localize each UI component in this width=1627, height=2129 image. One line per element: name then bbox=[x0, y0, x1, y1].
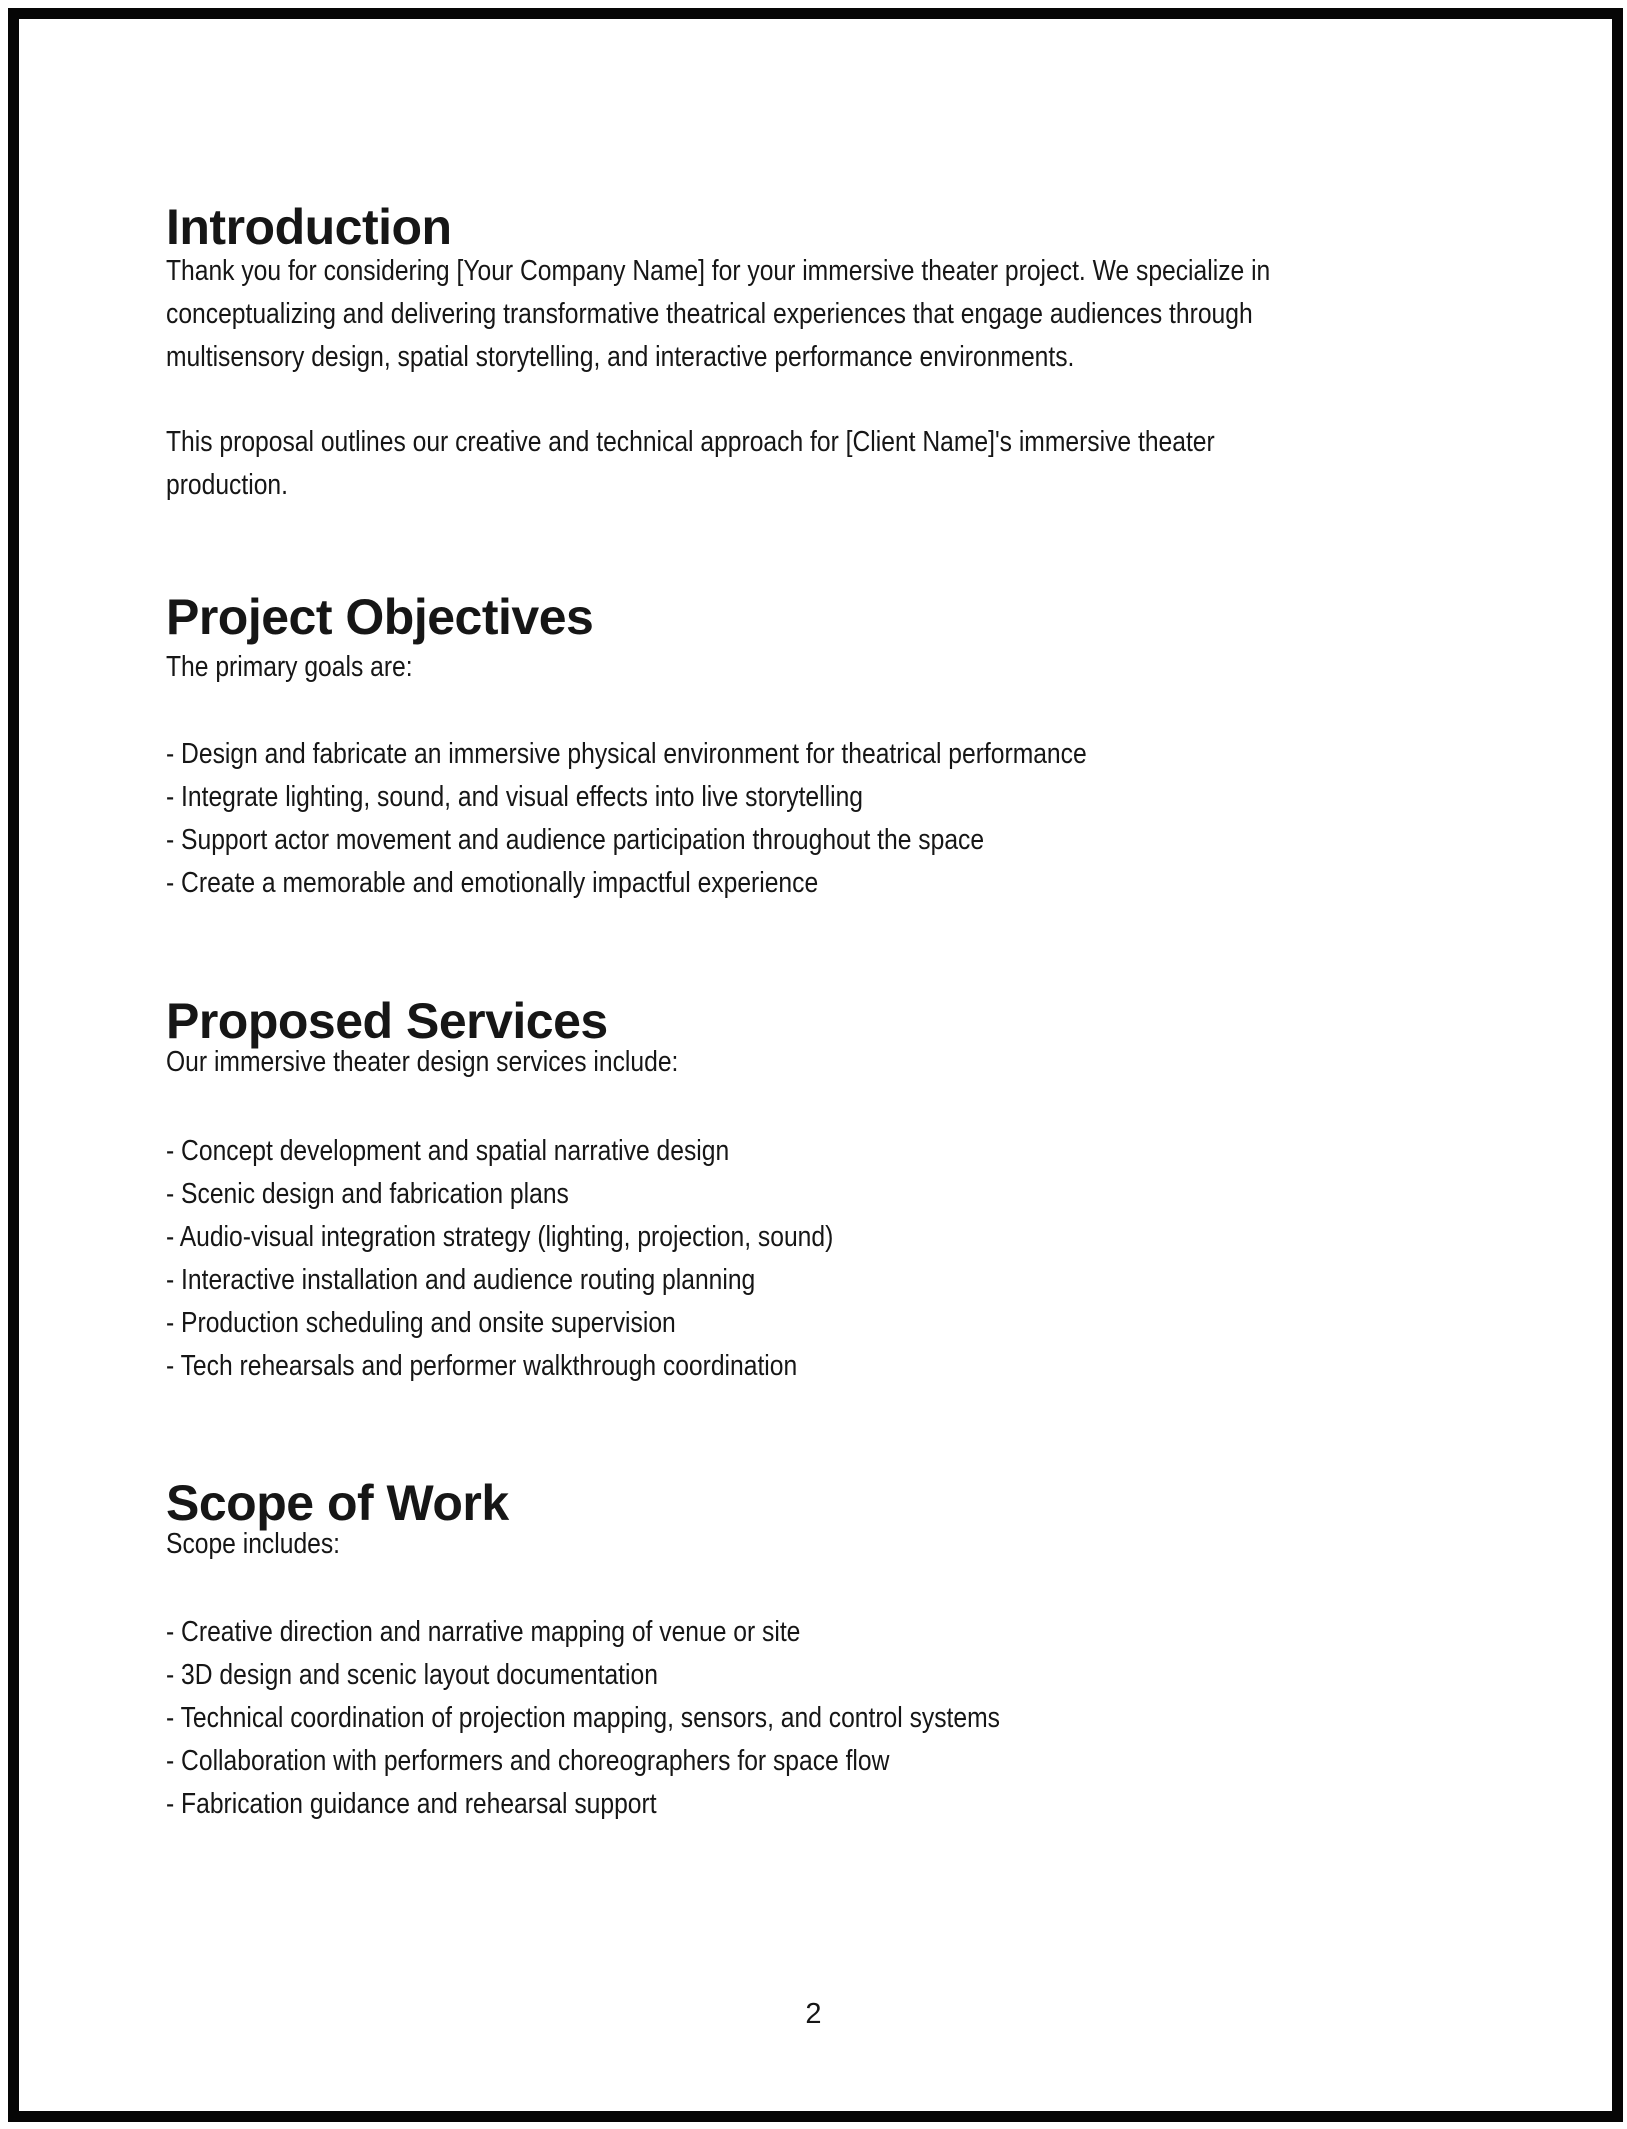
list-item: - Support actor movement and audience participation throughout the space bbox=[166, 824, 985, 856]
intro-paragraph-1 bbox=[166, 250, 1465, 379]
section-heading-project-objectives: Project Objectives bbox=[166, 588, 594, 645]
list-item: - Technical coordination of projection mapping, sensors, and control systems bbox=[166, 1702, 1000, 1734]
objectives-intro bbox=[166, 646, 456, 689]
list-item: - Design and fabricate an immersive physical environment for theatrical performance bbox=[166, 738, 1087, 770]
paragraph-line: Our immersive theater design services include: bbox=[166, 1046, 679, 1078]
list-item: - Concept development and spatial narrative design bbox=[166, 1135, 730, 1167]
scope-list bbox=[166, 1611, 1147, 1826]
paragraph-line: The primary goals are: bbox=[166, 651, 413, 683]
list-item: - Integrate lighting, sound, and visual effects into live storytelling bbox=[166, 781, 863, 813]
scope-intro bbox=[166, 1523, 371, 1566]
section-heading-scope-of-work: Scope of Work bbox=[166, 1474, 509, 1531]
services-intro bbox=[166, 1041, 769, 1084]
services-list bbox=[166, 1130, 951, 1388]
paragraph-line: Scope includes: bbox=[166, 1528, 341, 1560]
list-item: - Interactive installation and audience routing planning bbox=[166, 1264, 756, 1296]
section-heading-introduction: Introduction bbox=[166, 198, 452, 255]
paragraph-line: conceptualizing and delivering transformative theatrical experiences that engage audiences through bbox=[166, 298, 1253, 330]
list-item: - Audio-visual integration strategy (lighting, projection, sound) bbox=[166, 1221, 834, 1253]
list-item: - Create a memorable and emotionally impactful experience bbox=[166, 867, 819, 899]
list-item: - Scenic design and fabrication plans bbox=[166, 1178, 569, 1210]
page-number: 2 bbox=[805, 1998, 822, 2030]
list-item: - Tech rehearsals and performer walkthrough coordination bbox=[166, 1350, 798, 1382]
paragraph-line: Thank you for considering [Your Company Name] for your immersive theater project. We specialize in bbox=[166, 255, 1271, 287]
section-heading-proposed-services: Proposed Services bbox=[166, 992, 608, 1049]
list-item: - 3D design and scenic layout documentation bbox=[166, 1659, 658, 1691]
list-item: - Creative direction and narrative mapping of venue or site bbox=[166, 1616, 801, 1648]
paragraph-line: This proposal outlines our creative and technical approach for [Client Name]'s immersive theater bbox=[166, 426, 1215, 458]
list-item: - Production scheduling and onsite supervision bbox=[166, 1307, 676, 1339]
paragraph-line: multisensory design, spatial storytelling, and interactive performance environments. bbox=[166, 341, 1075, 373]
list-item: - Fabrication guidance and rehearsal support bbox=[166, 1788, 657, 1820]
paragraph-line: production. bbox=[166, 469, 288, 501]
list-item: - Collaboration with performers and choreographers for space flow bbox=[166, 1745, 890, 1777]
objectives-list bbox=[166, 733, 1249, 905]
intro-paragraph-2 bbox=[166, 421, 1400, 507]
